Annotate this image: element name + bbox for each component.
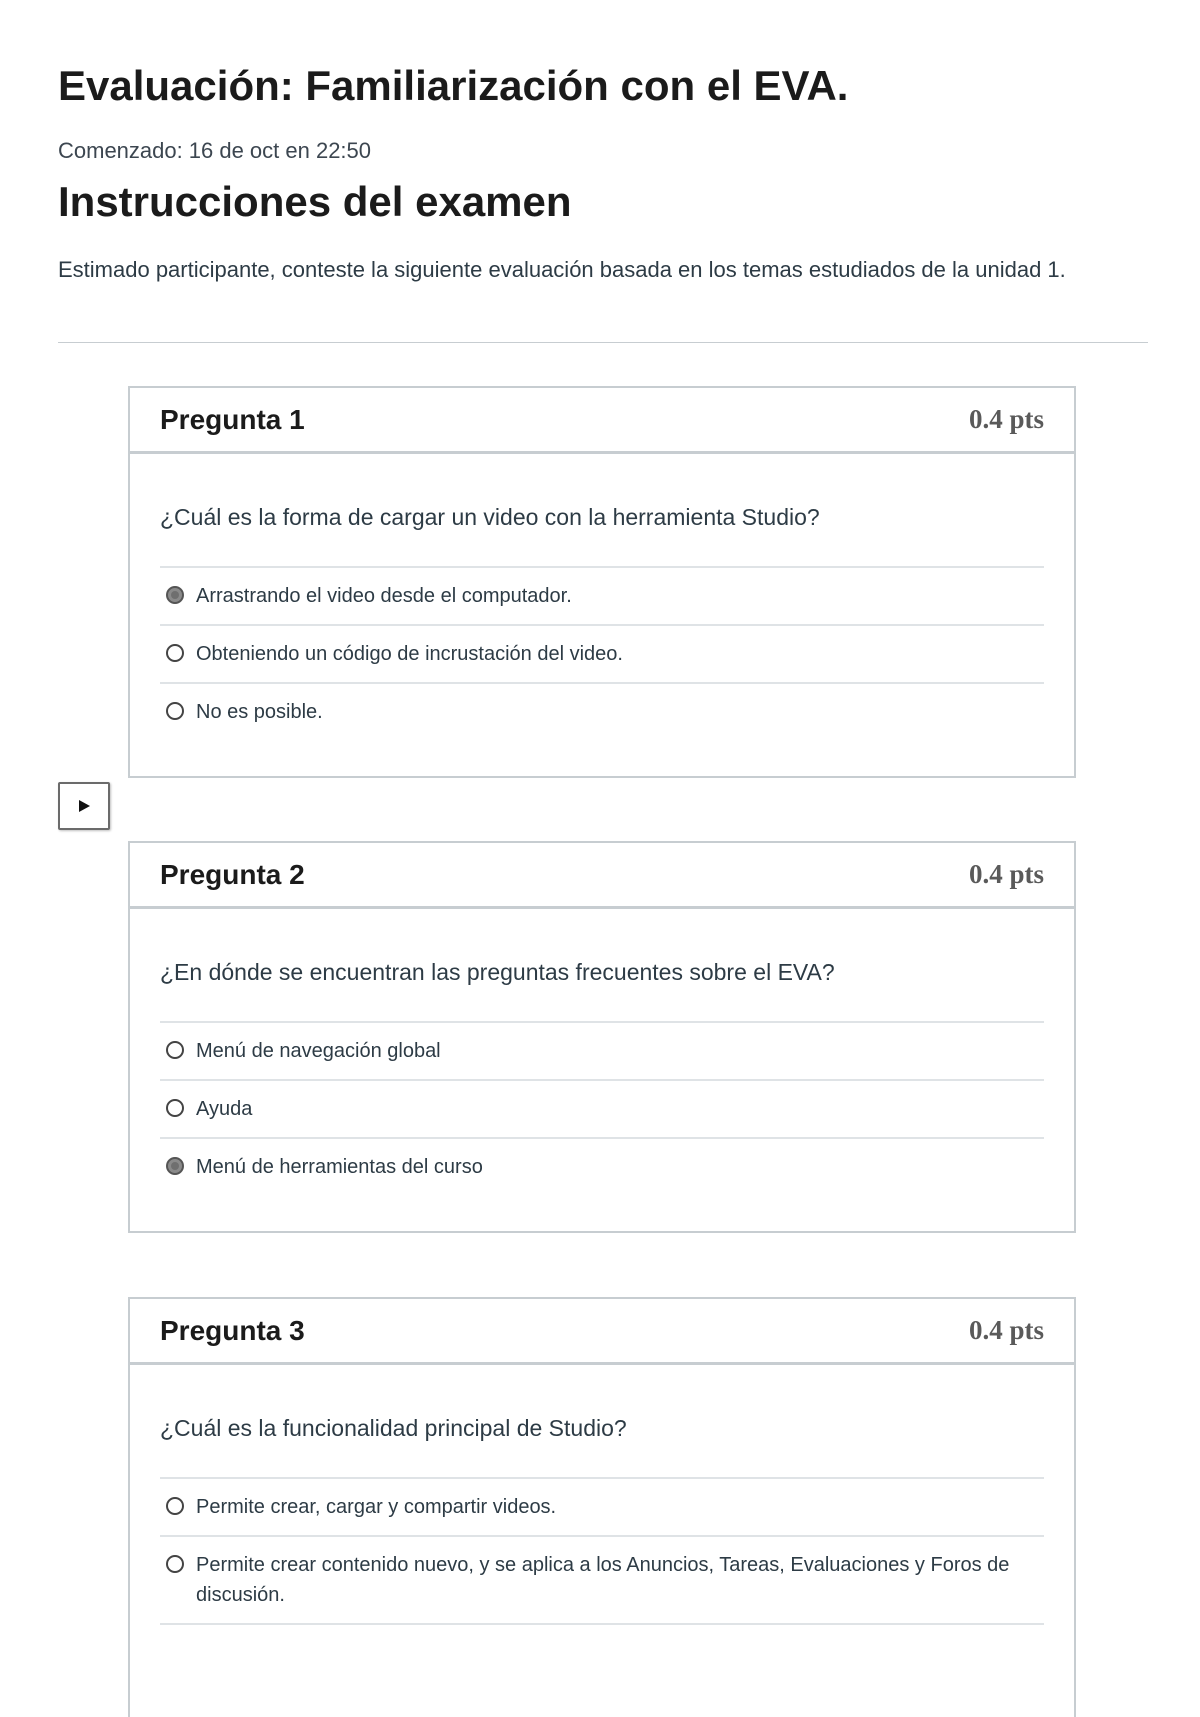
- question-body: [130, 454, 1074, 740]
- answer-option[interactable]: [160, 1479, 1044, 1537]
- radio-selected-icon[interactable]: [166, 1157, 184, 1175]
- page-title: Evaluación: Familiarización con el EVA.: [58, 62, 849, 109]
- answer-list: [160, 566, 1044, 740]
- answer-option[interactable]: [160, 626, 1044, 684]
- answer-label: Obteniendo un código de incrustación del video.: [196, 643, 623, 665]
- question-text: ¿Cuál es la funcionalidad principal de Studio?: [160, 1415, 627, 1441]
- answer-label: Menú de herramientas del curso: [196, 1156, 483, 1178]
- question-header: [130, 843, 1074, 909]
- question-header: [130, 1299, 1074, 1365]
- answer-label: Ayuda: [196, 1098, 253, 1120]
- instructions-text: Estimado participante, conteste la siguiente evaluación basada en los temas estudiados de la unidad 1.: [58, 257, 1066, 282]
- play-triangle-icon: [77, 799, 91, 813]
- radio-icon[interactable]: [166, 1099, 184, 1117]
- answer-option[interactable]: [160, 1081, 1044, 1139]
- answer-list: [160, 1477, 1044, 1625]
- answer-option[interactable]: [160, 684, 1044, 740]
- started-timestamp: [58, 138, 371, 164]
- flag-question-button[interactable]: [58, 782, 110, 830]
- answer-option[interactable]: [160, 1023, 1044, 1081]
- answer-option[interactable]: [160, 1537, 1044, 1625]
- answer-list: [160, 1021, 1044, 1195]
- question-points: 0.4 pts: [968, 859, 1044, 889]
- question-points: 0.4 pts: [968, 404, 1044, 434]
- question-card-3: [128, 1297, 1076, 1717]
- answer-label: Permite crear, cargar y compartir videos.: [196, 1496, 557, 1518]
- answer-label: No es posible.: [196, 701, 323, 723]
- question-name: Pregunta 2: [160, 858, 305, 890]
- question-header: [130, 388, 1074, 454]
- answer-option[interactable]: [160, 1139, 1044, 1195]
- question-body: [130, 1365, 1074, 1625]
- answer-label: Permite crear contenido nuevo, y se aplica a los Anuncios, Tareas, Evaluaciones y Foros de discusión.: [196, 1554, 1010, 1606]
- question-name: Pregunta 3: [160, 1314, 305, 1346]
- radio-selected-icon[interactable]: [166, 586, 184, 604]
- radio-icon[interactable]: [166, 1041, 184, 1059]
- question-text: ¿En dónde se encuentran las preguntas frecuentes sobre el EVA?: [160, 959, 835, 985]
- started-label: Comenzado:: [58, 138, 183, 163]
- radio-icon[interactable]: [166, 644, 184, 662]
- question-body: [130, 909, 1074, 1195]
- question-name: Pregunta 1: [160, 403, 305, 435]
- instructions-title: Instrucciones del examen: [58, 178, 572, 225]
- question-text: ¿Cuál es la forma de cargar un video con la herramienta Studio?: [160, 504, 820, 530]
- radio-icon[interactable]: [166, 702, 184, 720]
- radio-icon[interactable]: [166, 1497, 184, 1515]
- question-points: 0.4 pts: [968, 1315, 1044, 1345]
- answer-option[interactable]: [160, 568, 1044, 626]
- section-divider: [58, 342, 1148, 343]
- answer-label: Arrastrando el video desde el computador.: [196, 585, 572, 607]
- radio-icon[interactable]: [166, 1555, 184, 1573]
- started-value: 16 de oct en 22:50: [188, 138, 372, 163]
- question-card-2: [128, 841, 1076, 1233]
- answer-label: Menú de navegación global: [196, 1040, 441, 1062]
- question-card-1: [128, 386, 1076, 778]
